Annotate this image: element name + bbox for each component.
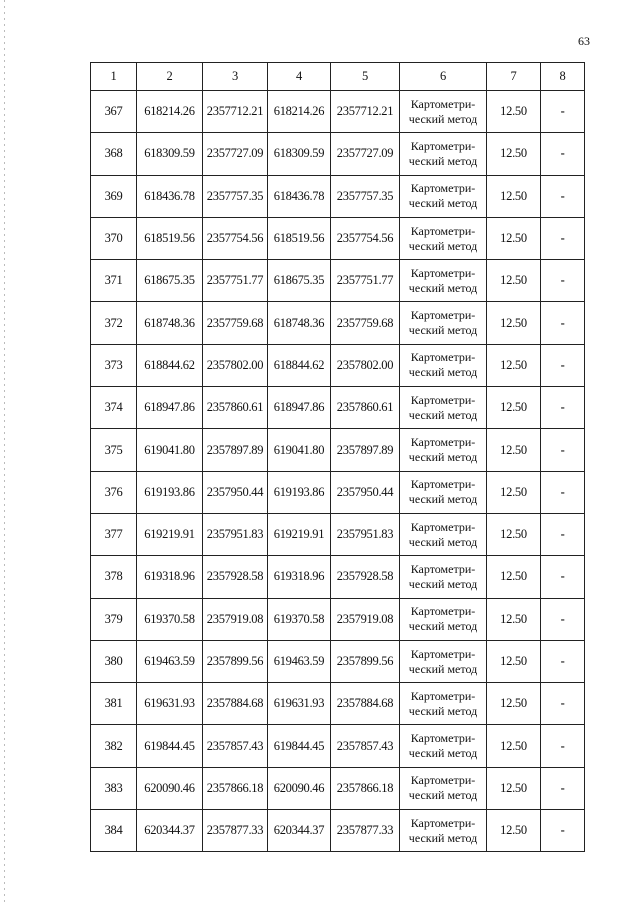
accuracy-cell: 12.50	[487, 91, 541, 133]
point-number-cell: 368	[91, 133, 137, 175]
table-row	[91, 302, 585, 344]
y-coordinate-cell: 2357951.83	[331, 513, 400, 555]
accuracy-cell: 12.50	[487, 810, 541, 852]
x-coordinate-cell: 619193.86	[268, 471, 331, 513]
method-cell: Картометри-ческий метод	[400, 598, 487, 640]
y-coordinate-cell: 2357757.35	[203, 175, 268, 217]
y-coordinate-cell: 2357928.58	[331, 556, 400, 598]
point-number-cell: 370	[91, 217, 137, 259]
table-row	[91, 640, 585, 682]
table-row	[91, 598, 585, 640]
method-cell: Картометри-ческий метод	[400, 767, 487, 809]
column-header: 4	[268, 63, 331, 91]
method-cell: Картометри-ческий метод	[400, 260, 487, 302]
note-cell: -	[541, 344, 585, 386]
y-coordinate-cell: 2357751.77	[331, 260, 400, 302]
x-coordinate-cell: 619463.59	[268, 640, 331, 682]
point-number-cell: 383	[91, 767, 137, 809]
accuracy-cell: 12.50	[487, 640, 541, 682]
column-header: 2	[137, 63, 203, 91]
y-coordinate-cell: 2357759.68	[203, 302, 268, 344]
y-coordinate-cell: 2357759.68	[331, 302, 400, 344]
method-cell: Картометри-ческий метод	[400, 302, 487, 344]
table-row	[91, 767, 585, 809]
table-row	[91, 387, 585, 429]
column-header: 8	[541, 63, 585, 91]
x-coordinate-cell: 618214.26	[137, 91, 203, 133]
method-cell: Картометри-ческий метод	[400, 683, 487, 725]
x-coordinate-cell: 619370.58	[137, 598, 203, 640]
accuracy-cell: 12.50	[487, 217, 541, 259]
accuracy-cell: 12.50	[487, 471, 541, 513]
accuracy-cell: 12.50	[487, 302, 541, 344]
x-coordinate-cell: 620090.46	[268, 767, 331, 809]
y-coordinate-cell: 2357899.56	[331, 640, 400, 682]
x-coordinate-cell: 619631.93	[268, 683, 331, 725]
y-coordinate-cell: 2357802.00	[203, 344, 268, 386]
note-cell: -	[541, 471, 585, 513]
x-coordinate-cell: 618748.36	[137, 302, 203, 344]
y-coordinate-cell: 2357950.44	[203, 471, 268, 513]
y-coordinate-cell: 2357712.21	[203, 91, 268, 133]
y-coordinate-cell: 2357897.89	[203, 429, 268, 471]
page-number: 63	[578, 34, 590, 48]
point-number-cell: 382	[91, 725, 137, 767]
x-coordinate-cell: 619041.80	[268, 429, 331, 471]
y-coordinate-cell: 2357866.18	[331, 767, 400, 809]
y-coordinate-cell: 2357857.43	[331, 725, 400, 767]
note-cell: -	[541, 598, 585, 640]
point-number-cell: 384	[91, 810, 137, 852]
note-cell: -	[541, 683, 585, 725]
note-cell: -	[541, 387, 585, 429]
x-coordinate-cell: 618309.59	[268, 133, 331, 175]
x-coordinate-cell: 619318.96	[268, 556, 331, 598]
y-coordinate-cell: 2357860.61	[331, 387, 400, 429]
accuracy-cell: 12.50	[487, 260, 541, 302]
note-cell: -	[541, 556, 585, 598]
point-number-cell: 375	[91, 429, 137, 471]
point-number-cell: 374	[91, 387, 137, 429]
x-coordinate-cell: 618519.56	[268, 217, 331, 259]
method-cell: Картометри-ческий метод	[400, 344, 487, 386]
x-coordinate-cell: 619219.91	[137, 513, 203, 555]
method-cell: Картометри-ческий метод	[400, 513, 487, 555]
point-number-cell: 378	[91, 556, 137, 598]
table-row	[91, 725, 585, 767]
point-number-cell: 377	[91, 513, 137, 555]
x-coordinate-cell: 618947.86	[268, 387, 331, 429]
x-coordinate-cell: 619193.86	[137, 471, 203, 513]
y-coordinate-cell: 2357928.58	[203, 556, 268, 598]
note-cell: -	[541, 302, 585, 344]
y-coordinate-cell: 2357919.08	[331, 598, 400, 640]
y-coordinate-cell: 2357950.44	[331, 471, 400, 513]
point-number-cell: 372	[91, 302, 137, 344]
accuracy-cell: 12.50	[487, 556, 541, 598]
y-coordinate-cell: 2357884.68	[203, 683, 268, 725]
y-coordinate-cell: 2357751.77	[203, 260, 268, 302]
method-cell: Картометри-ческий метод	[400, 175, 487, 217]
method-cell: Картометри-ческий метод	[400, 640, 487, 682]
method-cell: Картометри-ческий метод	[400, 91, 487, 133]
table-row	[91, 344, 585, 386]
point-number-cell: 379	[91, 598, 137, 640]
method-cell: Картометри-ческий метод	[400, 471, 487, 513]
point-number-cell: 367	[91, 91, 137, 133]
column-header: 5	[331, 63, 400, 91]
table-row	[91, 810, 585, 852]
x-coordinate-cell: 618214.26	[268, 91, 331, 133]
table-row	[91, 133, 585, 175]
column-header: 3	[203, 63, 268, 91]
column-header: 1	[91, 63, 137, 91]
y-coordinate-cell: 2357757.35	[331, 175, 400, 217]
accuracy-cell: 12.50	[487, 767, 541, 809]
table-header-row	[91, 63, 585, 91]
x-coordinate-cell: 619631.93	[137, 683, 203, 725]
x-coordinate-cell: 618519.56	[137, 217, 203, 259]
y-coordinate-cell: 2357951.83	[203, 513, 268, 555]
y-coordinate-cell: 2357712.21	[331, 91, 400, 133]
point-number-cell: 373	[91, 344, 137, 386]
method-cell: Картометри-ческий метод	[400, 133, 487, 175]
x-coordinate-cell: 619844.45	[137, 725, 203, 767]
note-cell: -	[541, 133, 585, 175]
y-coordinate-cell: 2357727.09	[203, 133, 268, 175]
note-cell: -	[541, 217, 585, 259]
page-edge-scan-mark	[4, 0, 5, 905]
method-cell: Картометри-ческий метод	[400, 725, 487, 767]
x-coordinate-cell: 618675.35	[268, 260, 331, 302]
accuracy-cell: 12.50	[487, 133, 541, 175]
table-row	[91, 91, 585, 133]
accuracy-cell: 12.50	[487, 513, 541, 555]
accuracy-cell: 12.50	[487, 175, 541, 217]
coordinates-table	[90, 62, 585, 852]
note-cell: -	[541, 513, 585, 555]
table-row	[91, 260, 585, 302]
y-coordinate-cell: 2357899.56	[203, 640, 268, 682]
note-cell: -	[541, 91, 585, 133]
table-row	[91, 556, 585, 598]
point-number-cell: 380	[91, 640, 137, 682]
x-coordinate-cell: 618947.86	[137, 387, 203, 429]
x-coordinate-cell: 618844.62	[137, 344, 203, 386]
y-coordinate-cell: 2357884.68	[331, 683, 400, 725]
y-coordinate-cell: 2357877.33	[203, 810, 268, 852]
method-cell: Картометри-ческий метод	[400, 556, 487, 598]
table-row	[91, 175, 585, 217]
accuracy-cell: 12.50	[487, 387, 541, 429]
column-header: 6	[400, 63, 487, 91]
note-cell: -	[541, 810, 585, 852]
y-coordinate-cell: 2357919.08	[203, 598, 268, 640]
accuracy-cell: 12.50	[487, 683, 541, 725]
y-coordinate-cell: 2357860.61	[203, 387, 268, 429]
method-cell: Картометри-ческий метод	[400, 217, 487, 259]
point-number-cell: 381	[91, 683, 137, 725]
y-coordinate-cell: 2357857.43	[203, 725, 268, 767]
table-row	[91, 471, 585, 513]
x-coordinate-cell: 620344.37	[268, 810, 331, 852]
note-cell: -	[541, 429, 585, 471]
x-coordinate-cell: 619370.58	[268, 598, 331, 640]
column-header: 7	[487, 63, 541, 91]
y-coordinate-cell: 2357754.56	[203, 217, 268, 259]
x-coordinate-cell: 619844.45	[268, 725, 331, 767]
table-row	[91, 217, 585, 259]
x-coordinate-cell: 619463.59	[137, 640, 203, 682]
point-number-cell: 376	[91, 471, 137, 513]
note-cell: -	[541, 725, 585, 767]
note-cell: -	[541, 175, 585, 217]
table-row	[91, 429, 585, 471]
x-coordinate-cell: 618844.62	[268, 344, 331, 386]
x-coordinate-cell: 619041.80	[137, 429, 203, 471]
x-coordinate-cell: 618436.78	[137, 175, 203, 217]
method-cell: Картометри-ческий метод	[400, 387, 487, 429]
y-coordinate-cell: 2357877.33	[331, 810, 400, 852]
accuracy-cell: 12.50	[487, 344, 541, 386]
accuracy-cell: 12.50	[487, 598, 541, 640]
note-cell: -	[541, 260, 585, 302]
note-cell: -	[541, 767, 585, 809]
accuracy-cell: 12.50	[487, 429, 541, 471]
y-coordinate-cell: 2357727.09	[331, 133, 400, 175]
x-coordinate-cell: 619318.96	[137, 556, 203, 598]
y-coordinate-cell: 2357802.00	[331, 344, 400, 386]
x-coordinate-cell: 618675.35	[137, 260, 203, 302]
x-coordinate-cell: 618309.59	[137, 133, 203, 175]
point-number-cell: 369	[91, 175, 137, 217]
y-coordinate-cell: 2357754.56	[331, 217, 400, 259]
point-number-cell: 371	[91, 260, 137, 302]
x-coordinate-cell: 619219.91	[268, 513, 331, 555]
y-coordinate-cell: 2357897.89	[331, 429, 400, 471]
method-cell: Картометри-ческий метод	[400, 810, 487, 852]
method-cell: Картометри-ческий метод	[400, 429, 487, 471]
table-row	[91, 683, 585, 725]
accuracy-cell: 12.50	[487, 725, 541, 767]
x-coordinate-cell: 618748.36	[268, 302, 331, 344]
note-cell: -	[541, 640, 585, 682]
y-coordinate-cell: 2357866.18	[203, 767, 268, 809]
x-coordinate-cell: 618436.78	[268, 175, 331, 217]
x-coordinate-cell: 620344.37	[137, 810, 203, 852]
x-coordinate-cell: 620090.46	[137, 767, 203, 809]
table-row	[91, 513, 585, 555]
